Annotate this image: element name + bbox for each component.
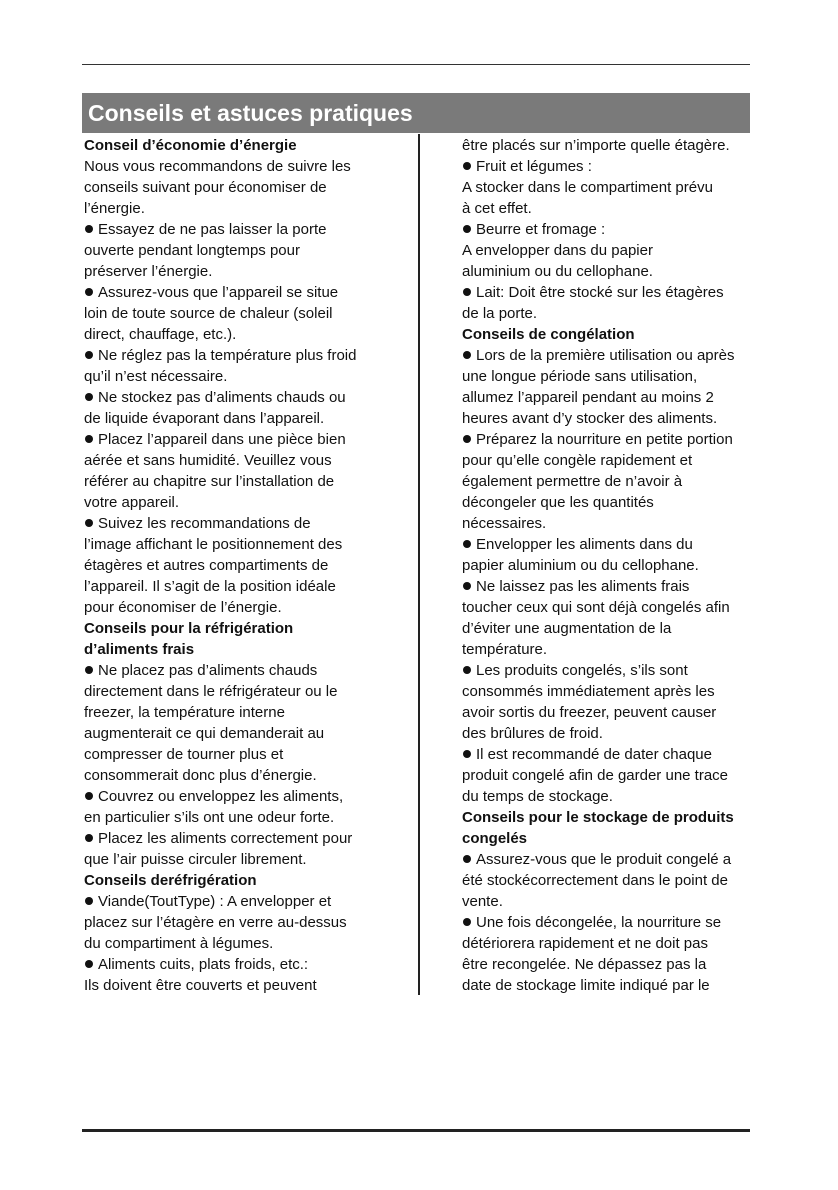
line-text: Placez les aliments correctement pour <box>98 830 353 847</box>
line-text: des brûlures de froid. <box>462 725 603 742</box>
text-line <box>462 975 754 996</box>
line-text: conseils suivant pour économiser de <box>84 179 327 196</box>
bullet-icon <box>85 288 93 296</box>
text-line <box>84 765 414 786</box>
text-line <box>462 681 754 702</box>
line-text: référer au chapitre sur l’installation de <box>84 473 335 490</box>
text-line <box>462 240 754 261</box>
bullet-icon <box>463 855 471 863</box>
line-text: être recongelée. Ne dépassez pas la <box>462 956 707 973</box>
line-text: freezer, la température interne <box>84 704 285 721</box>
text-line <box>84 492 414 513</box>
line-text: Assurez-vous que l’appareil se situe <box>98 284 339 301</box>
text-line <box>84 912 414 933</box>
bullet-line <box>462 912 754 933</box>
line-text: être placés sur n’importe quelle étagère. <box>462 137 730 154</box>
line-text: vente. <box>462 893 503 910</box>
line-text: qu’il n’est nécessaire. <box>84 368 228 385</box>
bullet-line <box>462 744 754 765</box>
text-line <box>84 324 414 345</box>
line-text: placez sur l’étagère en verre au-dessus <box>84 914 347 931</box>
bullet-line <box>462 345 754 366</box>
text-line <box>462 513 754 534</box>
bullet-line <box>84 660 414 681</box>
bullet-line <box>84 891 414 912</box>
bullet-icon <box>85 351 93 359</box>
bullet-icon <box>463 750 471 758</box>
text-line <box>462 261 754 282</box>
bullet-icon <box>85 666 93 674</box>
line-text: Beurre et fromage : <box>476 221 606 238</box>
text-line <box>462 450 754 471</box>
text-line <box>84 408 414 429</box>
line-text: du temps de stockage. <box>462 788 613 805</box>
line-text: Ne placez pas d’aliments chauds <box>98 662 318 679</box>
text-line <box>84 261 414 282</box>
line-text: direct, chauffage, etc.). <box>84 326 237 343</box>
line-text: aluminium ou du cellophane. <box>462 263 653 280</box>
text-line <box>84 702 414 723</box>
text-line <box>462 870 754 891</box>
section-heading <box>84 135 414 156</box>
bullet-icon <box>85 519 93 527</box>
text-line <box>84 534 414 555</box>
line-text: que l’air puisse circuler librement. <box>84 851 307 868</box>
bullet-icon <box>463 288 471 296</box>
text-line <box>84 975 414 996</box>
line-text: une longue période sans utilisation, <box>462 368 698 385</box>
line-text: produit congelé afin de garder une trace <box>462 767 729 784</box>
text-line <box>462 639 754 660</box>
bullet-line <box>84 219 414 240</box>
line-text: été stockécorrectement dans le point de <box>462 872 728 889</box>
top-rule <box>82 64 750 65</box>
line-text: compresser de tourner plus et <box>84 746 284 763</box>
text-line <box>462 597 754 618</box>
line-text: heures avant d’y stocker des aliments. <box>462 410 718 427</box>
line-text: détériorera rapidement et ne doit pas <box>462 935 708 952</box>
line-text: date de stockage limite indiqué par le <box>462 977 710 994</box>
text-line <box>462 198 754 219</box>
bullet-icon <box>463 162 471 170</box>
section-heading <box>462 807 754 828</box>
line-text: Lors de la première utilisation ou après <box>476 347 735 364</box>
bullet-line <box>462 282 754 303</box>
bullet-line <box>462 429 754 450</box>
bullet-line <box>462 534 754 555</box>
text-line <box>84 849 414 870</box>
bullet-line <box>84 828 414 849</box>
text-line <box>462 765 754 786</box>
line-text: ouverte pendant longtemps pour <box>84 242 300 259</box>
line-text: Conseils pour la réfrigération <box>84 620 294 637</box>
line-text: Lait: Doit être stocké sur les étagères <box>476 284 724 301</box>
text-line <box>462 618 754 639</box>
line-text: à cet effet. <box>462 200 532 217</box>
section-heading <box>462 828 754 849</box>
bullet-line <box>462 219 754 240</box>
line-text: loin de toute source de chaleur (soleil <box>84 305 333 322</box>
line-text: Envelopper les aliments dans du <box>476 536 693 553</box>
text-line <box>84 177 414 198</box>
bullet-line <box>462 156 754 177</box>
bullet-icon <box>85 393 93 401</box>
line-text: pour qu’elle congèle rapidement et <box>462 452 693 469</box>
line-text: Ils doivent être couverts et peuvent <box>84 977 317 994</box>
text-line <box>84 471 414 492</box>
bullet-icon <box>463 351 471 359</box>
line-text: aérée et sans humidité. Veuillez vous <box>84 452 332 469</box>
text-line <box>462 471 754 492</box>
line-text: Placez l’appareil dans une pièce bien <box>98 431 346 448</box>
bullet-line <box>462 849 754 870</box>
line-text: A stocker dans le compartiment prévu <box>462 179 713 196</box>
line-text: consommerait donc plus d’énergie. <box>84 767 317 784</box>
line-text: température. <box>462 641 548 658</box>
line-text: en particulier s’ils ont une odeur forte. <box>84 809 335 826</box>
bullet-icon <box>463 435 471 443</box>
text-line <box>84 807 414 828</box>
text-line <box>84 303 414 324</box>
bullet-line <box>84 282 414 303</box>
line-text: Ne réglez pas la température plus froid <box>98 347 357 364</box>
text-line <box>462 702 754 723</box>
line-text: directement dans le réfrigérateur ou le <box>84 683 338 700</box>
text-line <box>462 135 754 156</box>
line-text: votre appareil. <box>84 494 180 511</box>
line-text: Il est recommandé de dater chaque <box>476 746 712 763</box>
line-text: Une fois décongelée, la nourriture se <box>476 914 722 931</box>
line-text: Préparez la nourriture en petite portion <box>476 431 733 448</box>
bullet-line <box>84 429 414 450</box>
text-line <box>462 891 754 912</box>
line-text: de liquide évaporant dans l’appareil. <box>84 410 325 427</box>
line-text: avoir sortis du freezer, peuvent causer <box>462 704 717 721</box>
text-line <box>84 450 414 471</box>
text-line <box>84 198 414 219</box>
line-text: consommés immédiatement après les <box>462 683 715 700</box>
bullet-icon <box>85 225 93 233</box>
line-text: Nous vous recommandons de suivre les <box>84 158 351 175</box>
bottom-rule <box>82 1129 750 1132</box>
text-line <box>462 786 754 807</box>
bullet-icon <box>85 834 93 842</box>
line-text: pour économiser de l’énergie. <box>84 599 282 616</box>
line-text: du compartiment à légumes. <box>84 935 274 952</box>
text-line <box>462 366 754 387</box>
line-text: Conseils deréfrigération <box>84 872 257 889</box>
line-text: toucher ceux qui sont déjà congelés afin <box>462 599 730 616</box>
line-text: Ne laissez pas les aliments frais <box>476 578 690 595</box>
line-text: allumez l’appareil pendant au moins 2 <box>462 389 714 406</box>
line-text: Suivez les recommandations de <box>98 515 311 532</box>
section-heading <box>462 324 754 345</box>
line-text: Ne stockez pas d’aliments chauds ou <box>98 389 346 406</box>
bullet-icon <box>463 666 471 674</box>
line-text: l’appareil. Il s’agit de la position idéale <box>84 578 336 595</box>
left-column <box>84 135 414 996</box>
text-line <box>462 933 754 954</box>
text-line <box>84 933 414 954</box>
bullet-icon <box>85 792 93 800</box>
line-text: Conseils pour le stockage de produits <box>462 809 734 826</box>
text-line <box>84 240 414 261</box>
line-text: augmenterait ce qui demanderait au <box>84 725 325 742</box>
line-text: préserver l’énergie. <box>84 263 213 280</box>
text-line <box>462 408 754 429</box>
line-text: décongeler que les quantités <box>462 494 654 511</box>
column-divider <box>418 134 420 995</box>
bullet-icon <box>85 435 93 443</box>
text-line <box>84 744 414 765</box>
line-text: Les produits congelés, s’ils sont <box>476 662 688 679</box>
bullet-line <box>462 660 754 681</box>
line-text: Viande(ToutType) : A envelopper et <box>98 893 332 910</box>
text-line <box>84 681 414 702</box>
bullet-icon <box>463 582 471 590</box>
bullet-line <box>462 576 754 597</box>
bullet-line <box>84 387 414 408</box>
line-text: Conseil d’économie d’énergie <box>84 137 297 154</box>
text-line <box>84 723 414 744</box>
text-line <box>462 387 754 408</box>
line-text: étagères et autres compartiments de <box>84 557 329 574</box>
text-line <box>84 156 414 177</box>
section-heading <box>84 870 414 891</box>
section-heading <box>84 618 414 639</box>
bullet-line <box>84 954 414 975</box>
bullet-icon <box>463 225 471 233</box>
line-text: Aliments cuits, plats froids, etc.: <box>98 956 309 973</box>
line-text: Couvrez ou enveloppez les aliments, <box>98 788 344 805</box>
line-text: de la porte. <box>462 305 538 322</box>
line-text: nécessaires. <box>462 515 547 532</box>
line-text: congelés <box>462 830 528 847</box>
bullet-line <box>84 786 414 807</box>
text-line <box>462 177 754 198</box>
text-line <box>462 954 754 975</box>
line-text: Assurez-vous que le produit congelé a <box>476 851 732 868</box>
bullet-icon <box>463 918 471 926</box>
line-text: papier aluminium ou du cellophane. <box>462 557 699 574</box>
text-line <box>84 366 414 387</box>
text-line <box>84 555 414 576</box>
section-heading <box>84 639 414 660</box>
text-line <box>462 555 754 576</box>
text-line <box>462 492 754 513</box>
line-text: Conseils de congélation <box>462 326 635 343</box>
line-text: l’image affichant le positionnement des <box>84 536 343 553</box>
line-text: A envelopper dans du papier <box>462 242 653 259</box>
line-text: d’aliments frais <box>84 641 195 658</box>
line-text: Fruit et légumes : <box>476 158 592 175</box>
bullet-line <box>84 513 414 534</box>
line-text: Essayez de ne pas laisser la porte <box>98 221 327 238</box>
bullet-icon <box>463 540 471 548</box>
section-title: Conseils et astuces pratiques <box>82 93 750 133</box>
line-text: également permettre de n’avoir à <box>462 473 683 490</box>
text-line <box>462 723 754 744</box>
bullet-line <box>84 345 414 366</box>
line-text: l’énergie. <box>84 200 145 217</box>
line-text: d’éviter une augmentation de la <box>462 620 672 637</box>
text-line <box>84 576 414 597</box>
text-line <box>462 303 754 324</box>
bullet-icon <box>85 897 93 905</box>
bullet-icon <box>85 960 93 968</box>
right-column <box>462 135 754 996</box>
text-line <box>84 597 414 618</box>
